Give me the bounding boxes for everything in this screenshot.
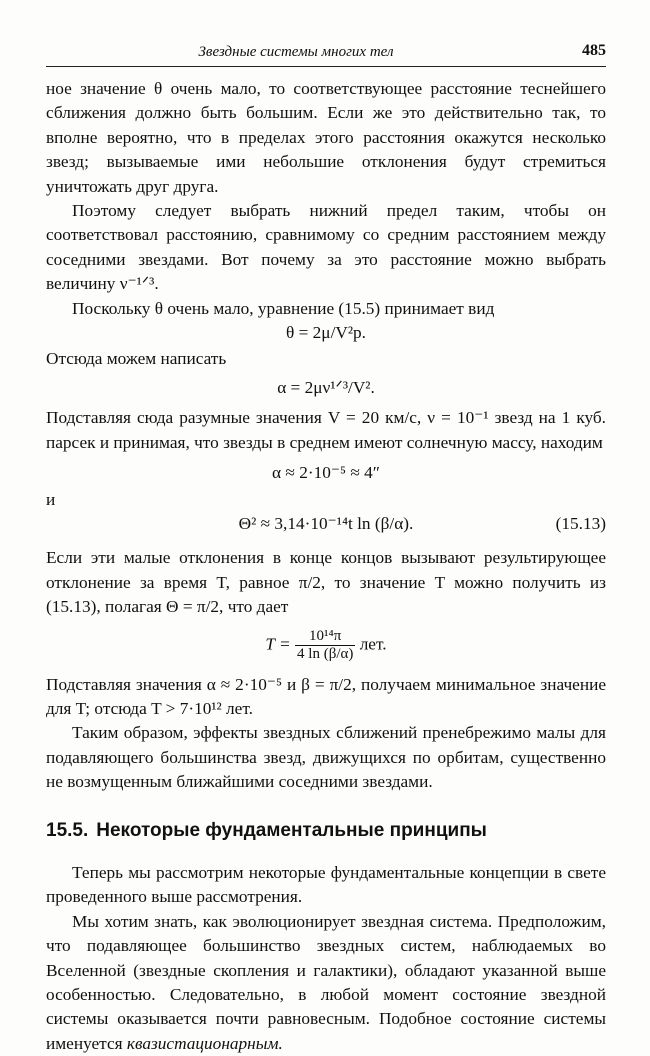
page-body xyxy=(46,77,606,1056)
paragraph-2: Поэтому следует выбрать нижний предел таким, чтобы он соответствовал расстоянию, сравнимому со средним расстоянием между соседними звездами. Вот почему за это расстояние можно выбрать величину ν⁻¹ᐟ³. xyxy=(46,201,606,294)
formula-alpha: α = 2μν¹ᐟ³/V². xyxy=(277,377,375,397)
paragraph-1: ное значение θ очень мало, то соответствующее расстояние теснейшего сближения должно быть большим. Если же это действительно так, то вполне вероятно, что в пределах этого расстояния окажутся несколько звезд; вызываемые ими небольшие отклонения будут стремиться уничтожать друг друга. xyxy=(46,79,606,196)
fraction-numerator: 10¹⁴π xyxy=(309,627,342,644)
paragraph-5: Подставляя сюда разумные значения V = 20 км/с, ν = 10⁻¹ звезд на 1 куб. парсек и принимая, что звезды в среднем имеют солнечную массу, находим xyxy=(46,408,606,452)
paragraph-10-italic: квазистационарным. xyxy=(126,1033,283,1053)
formula-theta: θ = 2μ/V²p. xyxy=(286,323,366,343)
paragraph-6: Если эти малые отклонения в конце концов вызывают результирующее отклонение за время T, равное π/2, то значение T можно получить из (15.13), полагая Θ = π/2, что дает xyxy=(46,548,606,617)
formula-T-lhs: T = xyxy=(265,634,291,653)
paragraph-3: Поскольку θ очень мало, уравнение (15.5) принимает вид xyxy=(72,298,495,318)
paragraph-10-text: Мы хотим знать, как эволюционирует звездная система. Предположим, что подавляющее большинство звездных систем, наблюдаемых во Вселенной (звездные скопления и галактики), обладают указанной выше особенностью. Следовательно, в любой момент состояние звездной системы оказывается почти равновесным. Подобное состояние системы именуется xyxy=(46,911,606,1053)
running-title: Звездные системы многих тел xyxy=(198,44,394,60)
paragraph-9: Теперь мы рассмотрим некоторые фундаментальные концепции в свете проведенного выше рассмотрения. xyxy=(46,862,606,907)
fraction-denominator: 4 ln (β/α) xyxy=(297,645,354,662)
page-header xyxy=(46,40,606,67)
equation-15-13 xyxy=(46,512,606,536)
equation-number: (15.13) xyxy=(555,513,606,533)
page-number: 485 xyxy=(582,42,606,59)
section-title: Некоторые фундаментальные принципы xyxy=(96,819,487,841)
section-number: 15.5. xyxy=(46,819,89,841)
formula-T-unit: лет. xyxy=(359,634,387,653)
paragraph-8: Таким образом, эффекты звездных сближений пренебрежимо малы для подавляющего большинства звезд, движущихся по орбитам, существенно не возмущенным ближайшими соседними звездами. xyxy=(46,723,606,792)
section-heading xyxy=(46,819,606,843)
formula-alpha-value: α ≈ 2·10⁻⁵ ≈ 4″ xyxy=(272,463,380,483)
formula-T-fraction xyxy=(295,628,355,663)
formula-T xyxy=(46,628,606,663)
paragraph-10 xyxy=(46,910,606,1056)
conjunction-and: и xyxy=(46,489,56,509)
paragraph-7: Подставляя значения α ≈ 2·10⁻⁵ и β = π/2, получаем минимальное значение для T; отсюда T > 7·10¹² лет. xyxy=(46,674,606,718)
formula-theta-squared: Θ² ≈ 3,14·10⁻¹⁴t ln (β/α). xyxy=(238,513,414,533)
paragraph-4: Отсюда можем написать xyxy=(46,349,227,369)
